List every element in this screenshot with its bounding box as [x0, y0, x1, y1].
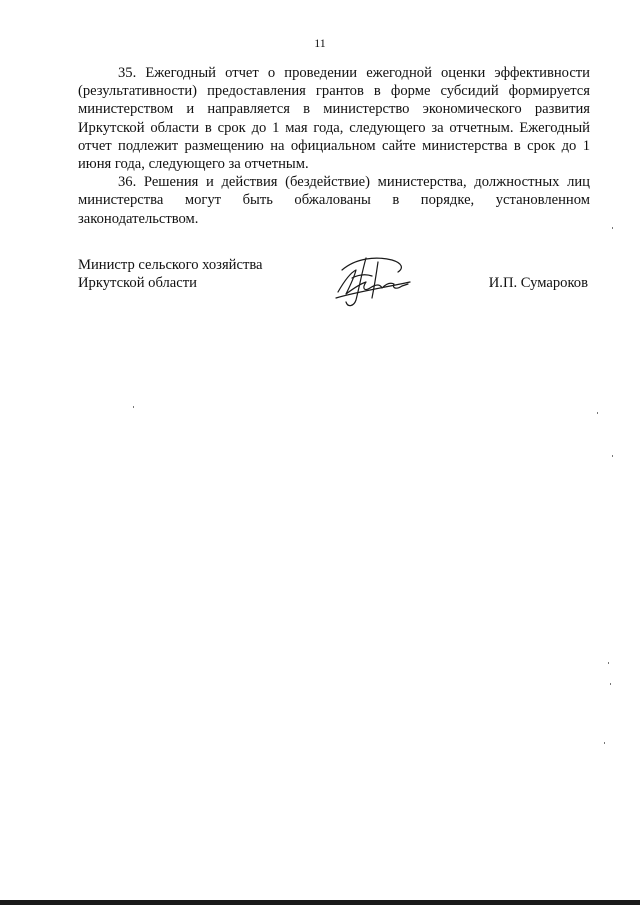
signer-name: И.П. Сумароков: [488, 275, 588, 291]
document-body: [78, 64, 590, 228]
signer-title: [78, 256, 263, 292]
signer-title-line-1: Министр сельского хозяйства: [78, 257, 263, 273]
scan-speck: [612, 227, 613, 229]
scan-bottom-edge: [0, 900, 640, 905]
scan-speck: [612, 455, 613, 457]
scan-speck: [604, 742, 605, 744]
scan-speck: [608, 662, 609, 664]
signature-block: [78, 256, 590, 316]
paragraph-35: 35. Ежегодный отчет о проведении ежегодной оценки эффективности (результативности) предоставления грантов в форме субсидий формируется министерством и направляется в министерство экономического развития Иркутской области в срок до 1 мая года, следующего за отчетным. Ежегодный отчет подлежит размещению на официальном сайте министерства в срок до 1 июня года, следующего за отчетным.: [78, 65, 590, 173]
scan-speck: [597, 412, 598, 414]
scan-speck: [610, 683, 611, 685]
signer-title-line-2: Иркутской области: [78, 275, 197, 292]
scan-speck: [133, 406, 134, 408]
handwritten-signature: [332, 248, 412, 310]
page-number: 11: [314, 36, 326, 50]
paragraph-36: 36. Решения и действия (бездействие) министерства, должностных лиц министерства могут быть обжалованы в порядке, установленном законодательством.: [78, 174, 590, 227]
